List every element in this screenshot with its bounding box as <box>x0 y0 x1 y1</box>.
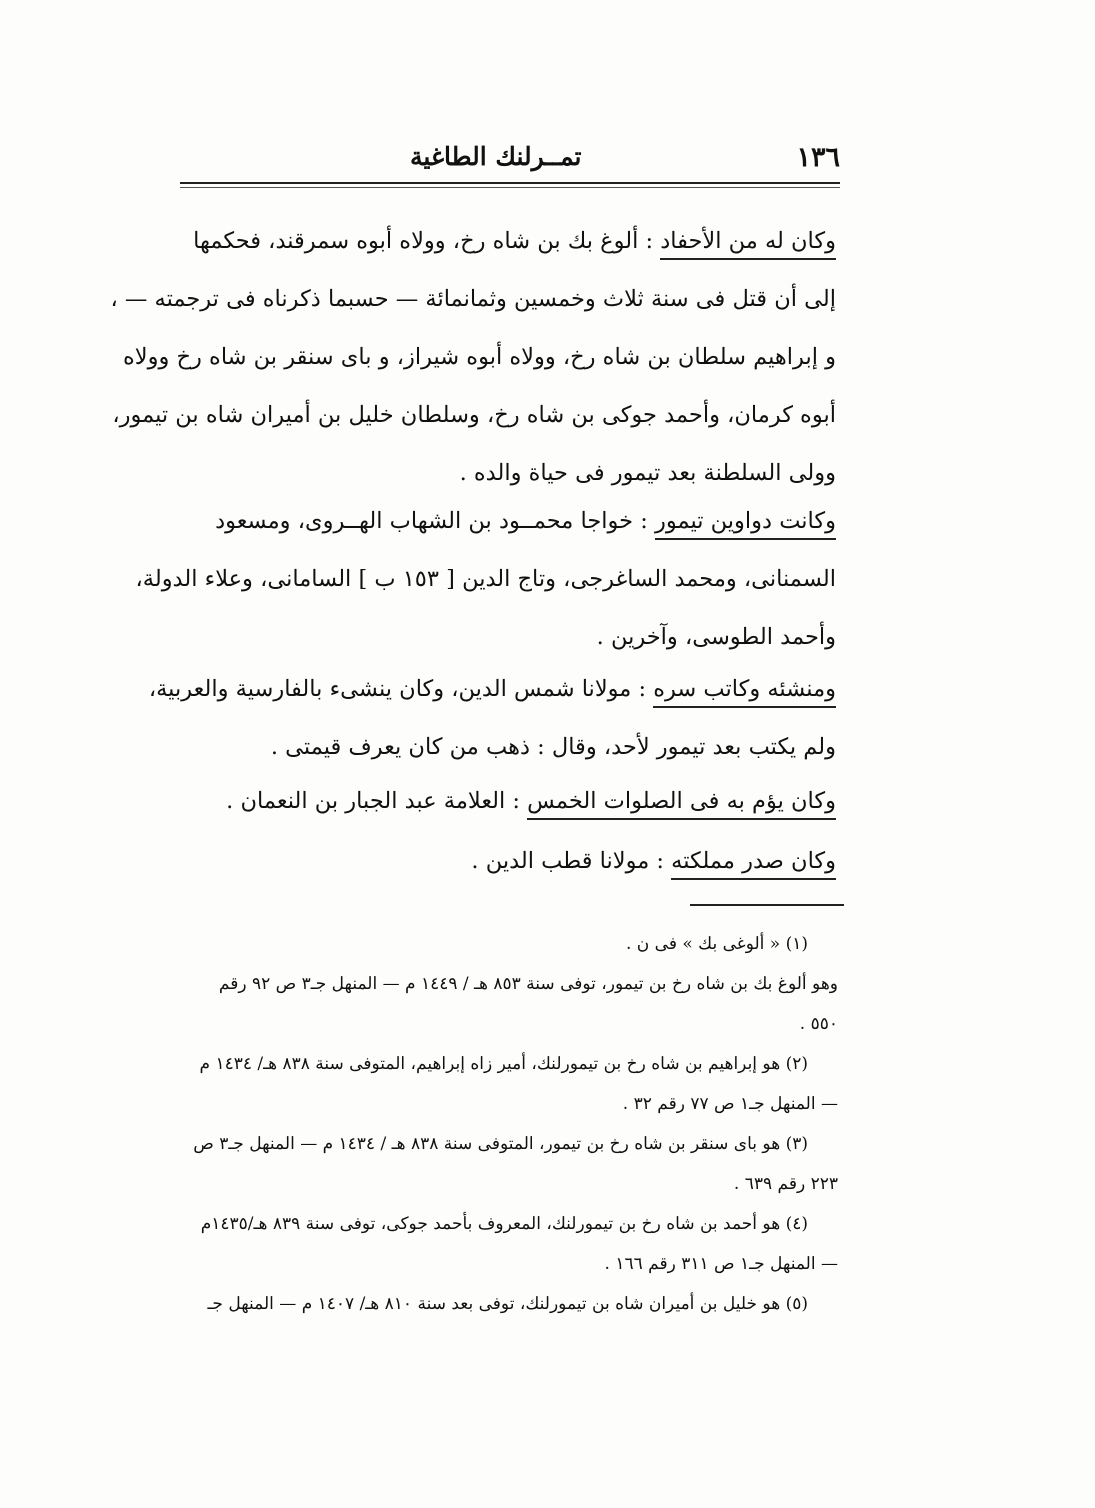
footnote-rule <box>690 904 844 906</box>
paragraph-secretary <box>148 660 836 776</box>
paragraph-lead: وكان يؤم به فى الصلوات الخمس <box>527 788 836 820</box>
paragraph-sadr <box>296 832 836 890</box>
text-line: وولى السلطنة بعد تيمور فى حياة والده . <box>459 460 836 486</box>
paragraph-imam <box>226 772 836 830</box>
footnote-line: (٢) هو إبراهيم بن شاه رخ بن تيمورلنك، أمير زاه إبراهيم، المتوفى سنة ٨٣٨ هـ/ ١٤٣٤ م <box>199 1054 808 1074</box>
footnote-line: (٣) هو باى سنقر بن شاه رخ بن تيمور، المتوفى سنة ٨٣٨ هـ / ١٤٣٤ م — المنهل جـ٣ ص <box>193 1134 808 1154</box>
text-line: إلى أن قتل فى سنة ثلاث وخمسين وثمانمائة — حسبما ذكرناه فى ترجمته — ، <box>110 286 836 312</box>
footnote-line: ٢٢٣ رقم ٦٣٩ . <box>733 1174 838 1194</box>
header-rule <box>180 182 840 184</box>
text-line: و إبراهيم سلطان بن شاه رخ، وولاه أبوه شيراز، و باى سنقر بن شاه رخ وولاه <box>122 344 836 370</box>
text-line: ومنشئه وكاتب سره : مولانا شمس الدين، وكان ينشىء بالفارسية والعربية، <box>188 660 836 718</box>
running-title: تمــرلنك الطاغية <box>410 142 582 171</box>
footnote-line: (٤) هو أحمد بن شاه رخ بن تيمورلنك، المعروف بأحمد جوكى، توفى سنة ٨٣٩ هـ/١٤٣٥م <box>200 1214 808 1234</box>
text-line: السمنانى، ومحمد الساغرجى، وتاج الدين [ ١٥٣ ب ] السامانى، وعلاء الدولة، <box>135 566 836 592</box>
paragraph-grandsons <box>110 212 836 502</box>
footnote-line: (١) « ألوغى بك » فى ن . <box>625 934 808 954</box>
header-rule-thin <box>180 187 840 188</box>
paragraph-chanceries <box>135 492 836 666</box>
text-line: وكانت دواوين تيمور : خواجا محمــود بن الشهاب الهــروى، ومسعود <box>188 492 836 550</box>
paragraph-lead: وكان له من الأحفاد <box>660 228 836 260</box>
text-line: وكان له من الأحفاد : ألوغ بك بن شاه رخ، وولاه أبوه سمرقند، فحكمها <box>188 212 836 270</box>
footnotes <box>188 924 838 1324</box>
text-line: أبوه كرمان، وأحمد جوكى بن شاه رخ، وسلطان خليل بن أميران شاه بن تيمور، <box>112 402 836 428</box>
running-header <box>180 138 840 178</box>
footnote-line: — المنهل جـ١ ص ٧٧ رقم ٣٢ . <box>622 1094 838 1114</box>
footnote-line: — المنهل جـ١ ص ٣١١ رقم ١٦٦ . <box>604 1254 838 1274</box>
paragraph-lead: وكانت دواوين تيمور <box>655 508 836 540</box>
footnote-line: (٥) هو خليل بن أميران شاه بن تيمورلنك، توفى بعد سنة ٨١٠ هـ/ ١٤٠٧ م — المنهل جـ <box>207 1294 808 1314</box>
page-number: ١٣٦ <box>796 142 840 173</box>
footnote-line: وهو ألوغ بك بن شاه رخ بن تيمور، توفى سنة ٨٥٣ هـ / ١٤٤٩ م — المنهل جـ٣ ص ٩٢ رقم <box>218 974 838 994</box>
paragraph-lead: ومنشئه وكاتب سره <box>653 676 836 708</box>
text-line: وكان يؤم به فى الصلوات الخمس : العلامة عبد الجبار بن النعمان . <box>296 772 836 830</box>
footnote-line: ٥٥٠ . <box>799 1014 838 1034</box>
text-line: ولم يكتب بعد تيمور لأحد، وقال : ذهب من كان يعرف قيمتى . <box>270 734 836 760</box>
text-line: وكان صدر مملكته : مولانا قطب الدين . <box>296 832 836 890</box>
text-line: وأحمد الطوسى، وآخرين . <box>596 624 836 650</box>
paragraph-lead: وكان صدر مملكته <box>671 848 836 880</box>
